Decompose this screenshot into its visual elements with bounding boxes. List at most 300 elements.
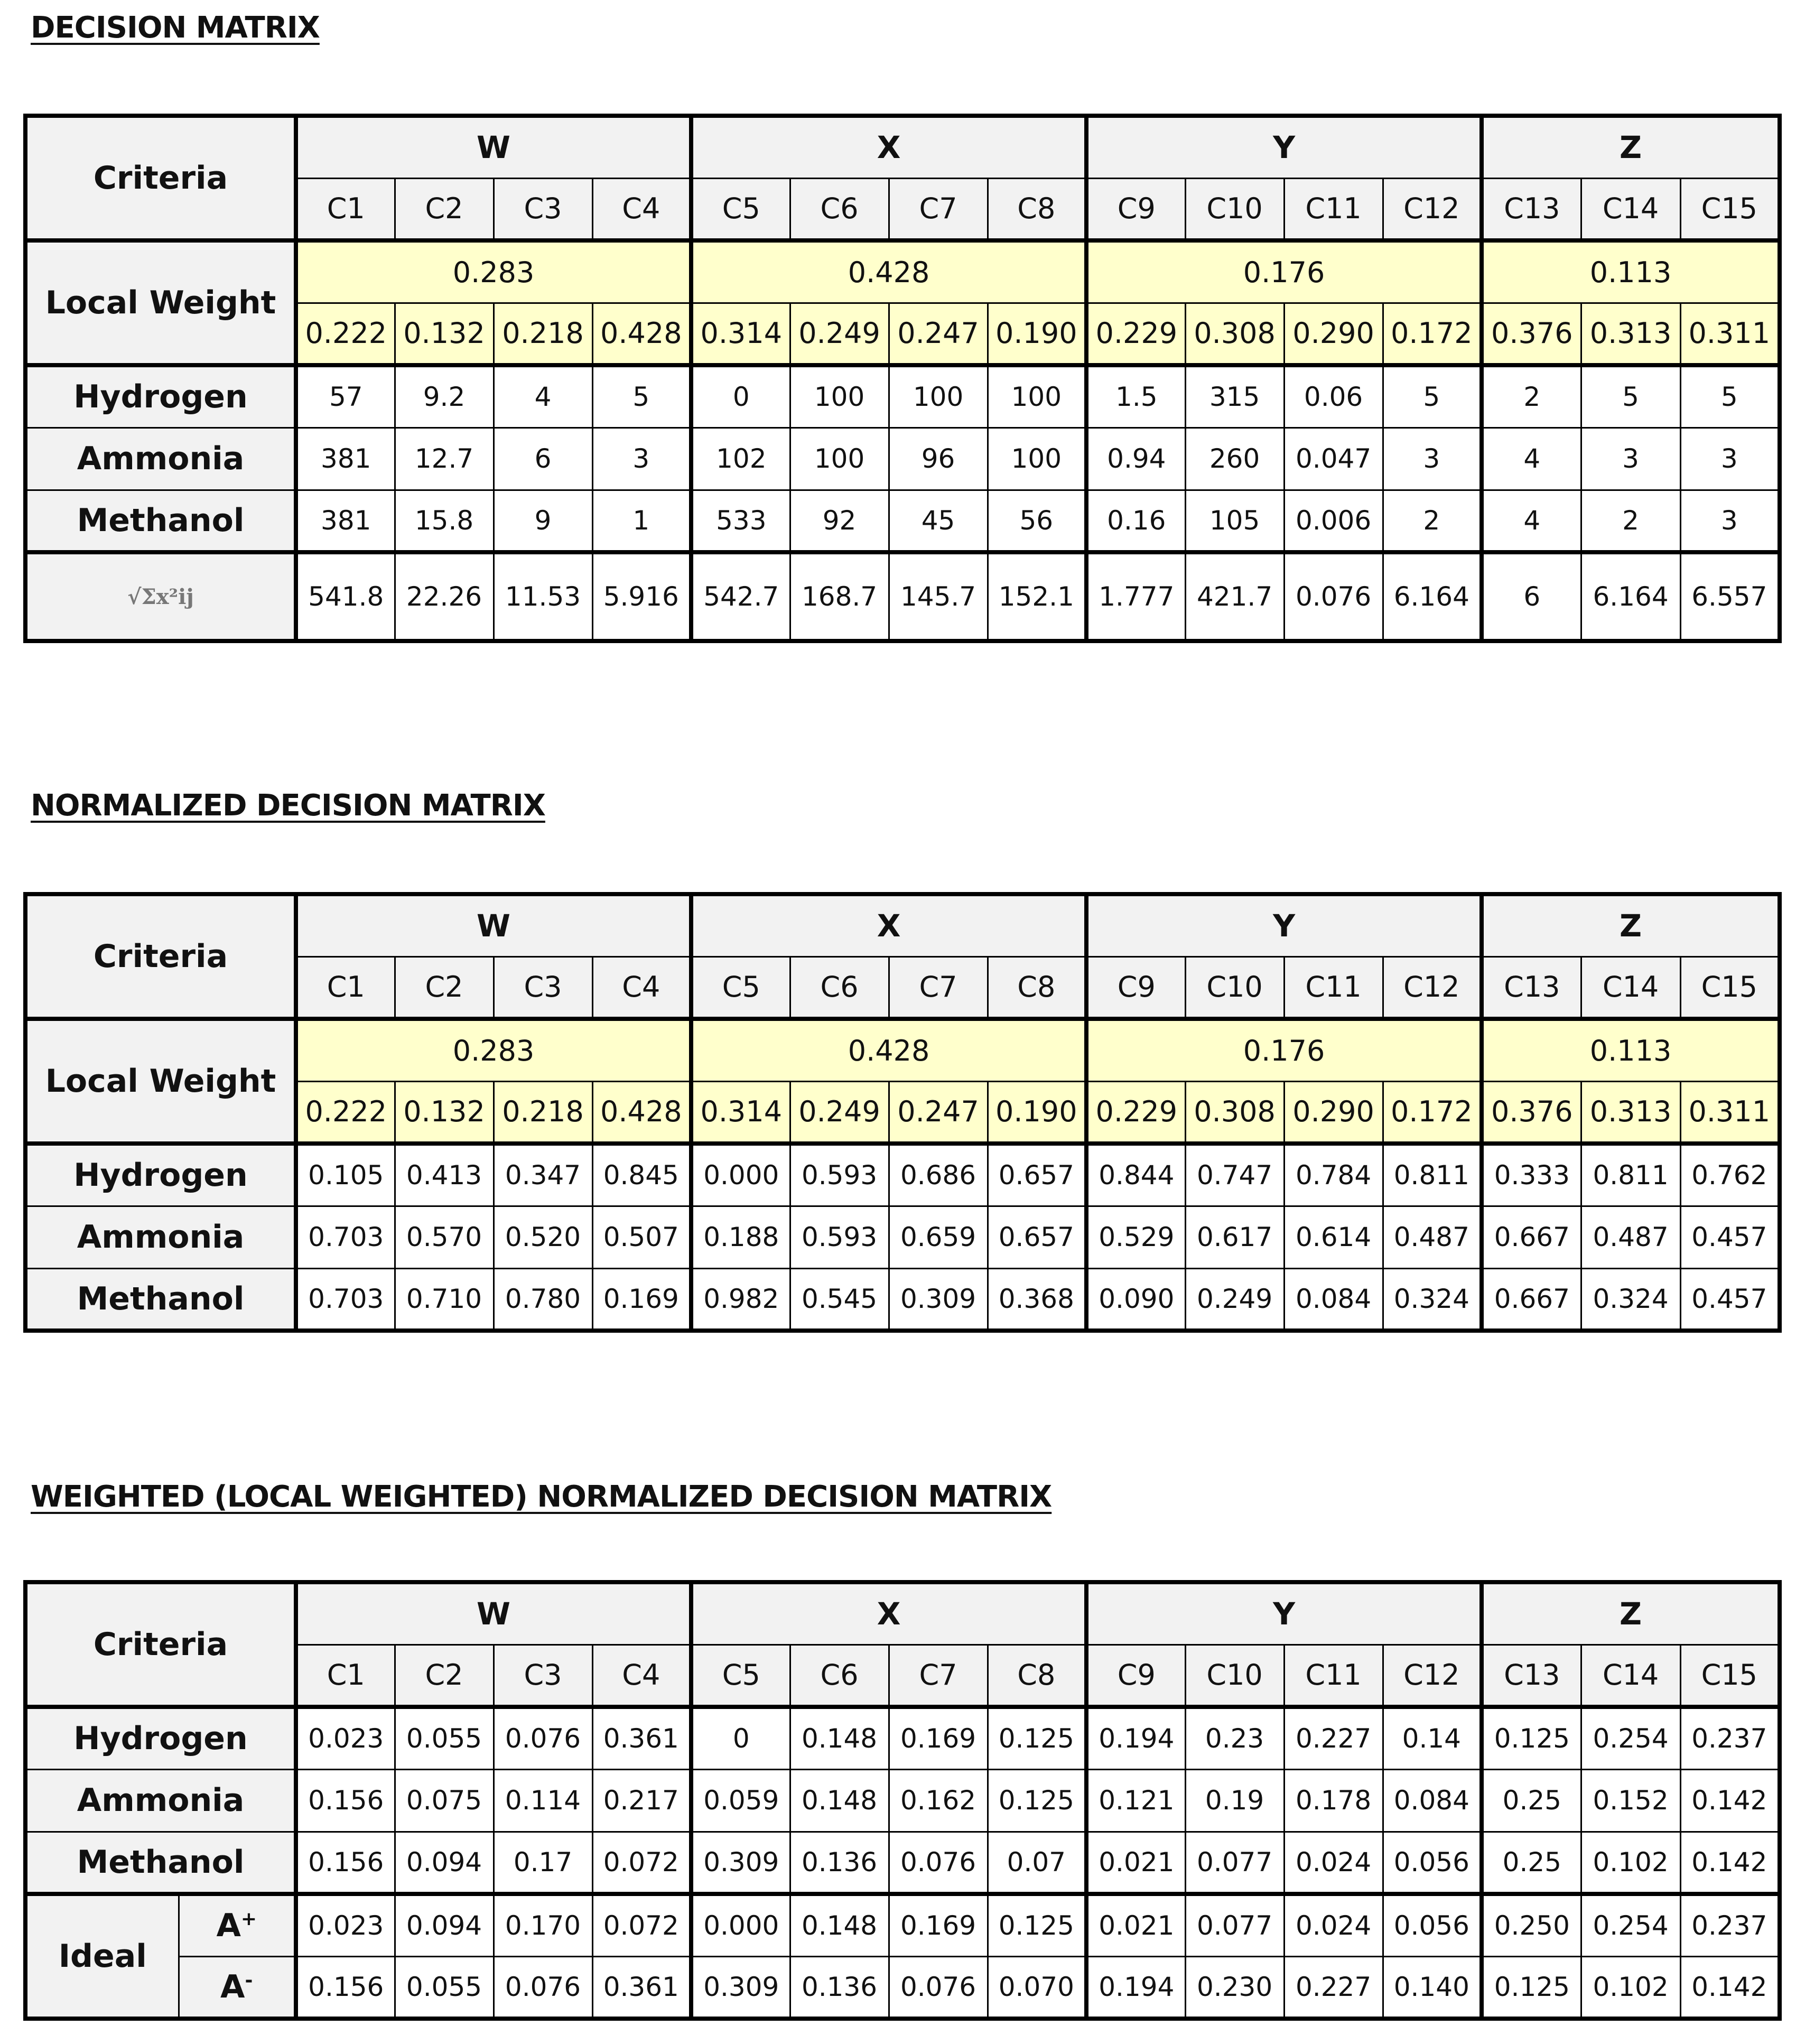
- dm-cell: 381: [296, 428, 395, 490]
- nm-local-weight-cell: 0.132: [395, 1081, 494, 1144]
- wm-ideal-negative-cell: 0.194: [1086, 1956, 1185, 2019]
- wm-group-x: X: [691, 1582, 1086, 1645]
- dm-local-weight-cell: 0.313: [1581, 303, 1680, 365]
- nm-cell: 0.529: [1086, 1206, 1185, 1268]
- wm-cell: 0.075: [395, 1769, 494, 1832]
- wm-ideal-negative-cell: 0.136: [790, 1956, 889, 2019]
- nm-local-weight-cell: 0.218: [494, 1081, 592, 1144]
- nm-cell: 0.324: [1581, 1268, 1680, 1331]
- dm-cell: 0.94: [1086, 428, 1185, 490]
- wm-ideal-negative-row: [25, 1956, 1780, 2019]
- wm-cell: 0.077: [1185, 1832, 1284, 1894]
- nm-cell: 0.844: [1086, 1144, 1185, 1206]
- nm-row-methanol: [25, 1268, 1780, 1331]
- dm-norm-cell: 6.164: [1383, 552, 1482, 641]
- nm-cell: 0.593: [790, 1206, 889, 1268]
- wm-group-y: Y: [1086, 1582, 1482, 1645]
- dm-criterion-c6: C6: [790, 178, 889, 240]
- wm-ideal-positive-cell: 0.237: [1680, 1894, 1780, 1956]
- wm-cell: 0.136: [790, 1832, 889, 1894]
- wm-cell: 0.25: [1482, 1769, 1581, 1832]
- dm-local-weight-cell: 0.222: [296, 303, 395, 365]
- wm-alternative-label: Hydrogen: [25, 1707, 296, 1769]
- nm-cell: 0.762: [1680, 1144, 1780, 1206]
- nm-criterion-c8: C8: [988, 956, 1086, 1019]
- dm-criterion-c8: C8: [988, 178, 1086, 240]
- nm-criterion-c1: C1: [296, 956, 395, 1019]
- nm-cell: 0.811: [1581, 1144, 1680, 1206]
- dm-row-hydrogen: [25, 365, 1780, 428]
- dm-norm-cell: 152.1: [988, 552, 1086, 641]
- wm-ideal-negative-cell: 0.156: [296, 1956, 395, 2019]
- wm-ideal-positive-cell: 0.077: [1185, 1894, 1284, 1956]
- wm-cell: 0.17: [494, 1832, 592, 1894]
- nm-local-weight-cell: 0.308: [1185, 1081, 1284, 1144]
- nm-cell: 0.570: [395, 1206, 494, 1268]
- nm-cell: 0.090: [1086, 1268, 1185, 1331]
- dm-cell: 12.7: [395, 428, 494, 490]
- wm-group-w: W: [296, 1582, 691, 1645]
- nm-row-ammonia: [25, 1206, 1780, 1268]
- nm-cell: 0.520: [494, 1206, 592, 1268]
- dm-criterion-c5: C5: [691, 178, 790, 240]
- nm-cell: 0.309: [889, 1268, 988, 1331]
- wm-criterion-c5: C5: [691, 1645, 790, 1707]
- dm-cell: 533: [691, 490, 790, 552]
- nm-criterion-c15: C15: [1680, 956, 1780, 1019]
- wm-row-methanol: [25, 1832, 1780, 1894]
- wm-ideal-positive-cell: 0.169: [889, 1894, 988, 1956]
- dm-cell: 5: [1581, 365, 1680, 428]
- dm-norm-cell: 11.53: [494, 552, 592, 641]
- nm-cell: 0.982: [691, 1268, 790, 1331]
- ideal-positive-label: [179, 1894, 296, 1956]
- dm-alternative-label: Ammonia: [25, 428, 296, 490]
- wm-criterion-c6: C6: [790, 1645, 889, 1707]
- normalized-matrix-table: [23, 892, 1782, 1333]
- weighted-matrix-table: [23, 1580, 1782, 2021]
- wm-cell: 0.125: [1482, 1707, 1581, 1769]
- nm-cell: 0.249: [1185, 1268, 1284, 1331]
- dm-cell: 100: [889, 365, 988, 428]
- dm-group-weight-row: [25, 240, 1780, 303]
- dm-cell: 1.5: [1086, 365, 1185, 428]
- wm-cell: 0.227: [1284, 1707, 1383, 1769]
- wm-cell: 0.055: [395, 1707, 494, 1769]
- dm-cell: 56: [988, 490, 1086, 552]
- nm-alternative-label: Ammonia: [25, 1206, 296, 1268]
- dm-group-z: Z: [1482, 116, 1780, 178]
- dm-norm-cell: 6: [1482, 552, 1581, 641]
- wm-ideal-negative-cell: 0.361: [592, 1956, 691, 2019]
- dm-cell: 315: [1185, 365, 1284, 428]
- nm-group-header-row: [25, 894, 1780, 956]
- wm-criterion-c12: C12: [1383, 1645, 1482, 1707]
- nm-cell: 0.657: [988, 1144, 1086, 1206]
- wm-cell: 0.142: [1680, 1832, 1780, 1894]
- dm-cell: 9: [494, 490, 592, 552]
- dm-local-weight-cell: 0.172: [1383, 303, 1482, 365]
- dm-local-weight-cell: 0.247: [889, 303, 988, 365]
- dm-local-weight-cell: 0.218: [494, 303, 592, 365]
- wm-criterion-c9: C9: [1086, 1645, 1185, 1707]
- dm-cell: 3: [1680, 490, 1780, 552]
- wm-ideal-positive-cell: 0.000: [691, 1894, 790, 1956]
- wm-criterion-c10: C10: [1185, 1645, 1284, 1707]
- nm-local-weight-cell: 0.190: [988, 1081, 1086, 1144]
- wm-ideal-negative-cell: 0.076: [889, 1956, 988, 2019]
- nm-group-weight-row: [25, 1019, 1780, 1081]
- nm-local-weight-cell: 0.229: [1086, 1081, 1185, 1144]
- wm-cell: 0.021: [1086, 1832, 1185, 1894]
- wm-cell: 0.361: [592, 1707, 691, 1769]
- nm-cell: 0.593: [790, 1144, 889, 1206]
- dm-group-weight: 0.283: [296, 240, 691, 303]
- wm-ideal-negative-cell: 0.142: [1680, 1956, 1780, 2019]
- wm-cell: 0.102: [1581, 1832, 1680, 1894]
- dm-local-weight-cell: 0.249: [790, 303, 889, 365]
- wm-ideal-positive-cell: 0.023: [296, 1894, 395, 1956]
- nm-cell: 0.413: [395, 1144, 494, 1206]
- wm-ideal-positive-cell: 0.056: [1383, 1894, 1482, 1956]
- wm-criterion-c8: C8: [988, 1645, 1086, 1707]
- dm-cell: 381: [296, 490, 395, 552]
- nm-group-x: X: [691, 894, 1086, 956]
- ideal-positive-sup: +: [240, 1908, 257, 1930]
- dm-group-weight: 0.113: [1482, 240, 1780, 303]
- wm-criterion-c2: C2: [395, 1645, 494, 1707]
- nm-local-weight-cell: 0.290: [1284, 1081, 1383, 1144]
- wm-ideal-negative-cell: 0.070: [988, 1956, 1086, 2019]
- wm-cell: 0.169: [889, 1707, 988, 1769]
- dm-cell: 0.006: [1284, 490, 1383, 552]
- nm-cell: 0.324: [1383, 1268, 1482, 1331]
- dm-norm-cell: 6.164: [1581, 552, 1680, 641]
- wm-cell: 0.148: [790, 1707, 889, 1769]
- nm-local-weight-cell: 0.222: [296, 1081, 395, 1144]
- wm-cell: 0.19: [1185, 1769, 1284, 1832]
- dm-group-w: W: [296, 116, 691, 178]
- nm-cell: 0.084: [1284, 1268, 1383, 1331]
- wm-cell: 0.194: [1086, 1707, 1185, 1769]
- nm-local-weight-cell: 0.249: [790, 1081, 889, 1144]
- nm-cell: 0.811: [1383, 1144, 1482, 1206]
- wm-cell: 0.217: [592, 1769, 691, 1832]
- wm-cell: 0: [691, 1707, 790, 1769]
- nm-cell: 0.710: [395, 1268, 494, 1331]
- dm-cell: 100: [790, 365, 889, 428]
- dm-cell: 57: [296, 365, 395, 428]
- dm-criterion-c15: C15: [1680, 178, 1780, 240]
- wm-cell: 0.076: [494, 1707, 592, 1769]
- dm-row-ammonia: [25, 428, 1780, 490]
- nm-cell: 0.545: [790, 1268, 889, 1331]
- wm-cell: 0.237: [1680, 1707, 1780, 1769]
- nm-local-weight-cell: 0.172: [1383, 1081, 1482, 1144]
- ideal-negative-letter: A: [220, 1968, 245, 2005]
- dm-criterion-c9: C9: [1086, 178, 1185, 240]
- nm-cell: 0.105: [296, 1144, 395, 1206]
- wm-alternative-label: Methanol: [25, 1832, 296, 1894]
- dm-alternative-label: Methanol: [25, 490, 296, 552]
- wm-ideal-positive-cell: 0.072: [592, 1894, 691, 1956]
- dm-cell: 15.8: [395, 490, 494, 552]
- dm-criterion-c7: C7: [889, 178, 988, 240]
- nm-group-weight: 0.428: [691, 1019, 1086, 1081]
- nm-criterion-c13: C13: [1482, 956, 1581, 1019]
- wm-criteria-label: Criteria: [25, 1582, 296, 1707]
- wm-cell: 0.162: [889, 1769, 988, 1832]
- dm-local-weight-cell: 0.428: [592, 303, 691, 365]
- wm-ideal-negative-cell: 0.055: [395, 1956, 494, 2019]
- dm-cell: 3: [1383, 428, 1482, 490]
- wm-cell: 0.142: [1680, 1769, 1780, 1832]
- nm-local-weight-cell: 0.376: [1482, 1081, 1581, 1144]
- dm-criterion-c2: C2: [395, 178, 494, 240]
- dm-local-weight-cell: 0.190: [988, 303, 1086, 365]
- nm-group-y: Y: [1086, 894, 1482, 956]
- dm-local-weight-cell: 0.308: [1185, 303, 1284, 365]
- wm-criterion-c1: C1: [296, 1645, 395, 1707]
- ideal-negative-label: [179, 1956, 296, 2019]
- nm-local-weight-label: Local Weight: [25, 1019, 296, 1144]
- dm-cell: 5: [1680, 365, 1780, 428]
- wm-ideal-positive-cell: 0.024: [1284, 1894, 1383, 1956]
- dm-norm-row: [25, 552, 1780, 641]
- dm-group-weight: 0.428: [691, 240, 1086, 303]
- dm-cell: 0: [691, 365, 790, 428]
- wm-cell: 0.121: [1086, 1769, 1185, 1832]
- dm-cell: 1: [592, 490, 691, 552]
- wm-ideal-negative-cell: 0.076: [494, 1956, 592, 2019]
- dm-cell: 2: [1383, 490, 1482, 552]
- dm-cell: 4: [1482, 428, 1581, 490]
- wm-ideal-negative-cell: 0.140: [1383, 1956, 1482, 2019]
- dm-cell: 100: [790, 428, 889, 490]
- nm-local-weight-cell: 0.247: [889, 1081, 988, 1144]
- nm-cell: 0.703: [296, 1268, 395, 1331]
- nm-cell: 0.614: [1284, 1206, 1383, 1268]
- dm-norm-cell: 542.7: [691, 552, 790, 641]
- dm-cell: 100: [988, 365, 1086, 428]
- dm-norm-cell: 541.8: [296, 552, 395, 641]
- sqrt-sum-formula: √Σx²ij: [25, 552, 296, 641]
- nm-cell: 0.188: [691, 1206, 790, 1268]
- dm-local-weight-cell: 0.311: [1680, 303, 1780, 365]
- wm-cell: 0.156: [296, 1832, 395, 1894]
- wm-criterion-c7: C7: [889, 1645, 988, 1707]
- nm-cell: 0.169: [592, 1268, 691, 1331]
- wm-ideal-positive-cell: 0.148: [790, 1894, 889, 1956]
- wm-cell: 0.094: [395, 1832, 494, 1894]
- ideal-label: Ideal: [25, 1894, 179, 2019]
- nm-criterion-c6: C6: [790, 956, 889, 1019]
- dm-local-weight-cell: 0.132: [395, 303, 494, 365]
- dm-criterion-c13: C13: [1482, 178, 1581, 240]
- dm-norm-cell: 0.076: [1284, 552, 1383, 641]
- nm-cell: 0.368: [988, 1268, 1086, 1331]
- nm-cell: 0.657: [988, 1206, 1086, 1268]
- wm-criterion-c3: C3: [494, 1645, 592, 1707]
- nm-cell: 0.780: [494, 1268, 592, 1331]
- dm-cell: 3: [1581, 428, 1680, 490]
- dm-cell: 6: [494, 428, 592, 490]
- dm-norm-cell: 168.7: [790, 552, 889, 641]
- dm-local-weight-cell: 0.314: [691, 303, 790, 365]
- wm-ideal-positive-cell: 0.170: [494, 1894, 592, 1956]
- wm-cell: 0.178: [1284, 1769, 1383, 1832]
- nm-criterion-c10: C10: [1185, 956, 1284, 1019]
- wm-criterion-c14: C14: [1581, 1645, 1680, 1707]
- nm-cell: 0.659: [889, 1206, 988, 1268]
- dm-cell: 4: [1482, 490, 1581, 552]
- dm-cell: 0.06: [1284, 365, 1383, 428]
- nm-local-weight-cell: 0.428: [592, 1081, 691, 1144]
- wm-ideal-negative-cell: 0.309: [691, 1956, 790, 2019]
- nm-criterion-c14: C14: [1581, 956, 1680, 1019]
- dm-group-header-row: [25, 116, 1780, 178]
- nm-cell: 0.703: [296, 1206, 395, 1268]
- ideal-negative-sup: -: [245, 1969, 253, 1991]
- dm-local-weight-cell: 0.229: [1086, 303, 1185, 365]
- wm-cell: 0.152: [1581, 1769, 1680, 1832]
- nm-cell: 0.457: [1680, 1268, 1780, 1331]
- wm-criterion-c11: C11: [1284, 1645, 1383, 1707]
- wm-group-z: Z: [1482, 1582, 1780, 1645]
- dm-cell: 4: [494, 365, 592, 428]
- normalized-matrix-title: NORMALIZED DECISION MATRIX: [31, 788, 545, 823]
- nm-cell: 0.667: [1482, 1206, 1581, 1268]
- wm-cell: 0.072: [592, 1832, 691, 1894]
- dm-criteria-label: Criteria: [25, 116, 296, 240]
- wm-ideal-positive-cell: 0.250: [1482, 1894, 1581, 1956]
- dm-cell: 96: [889, 428, 988, 490]
- nm-cell: 0.784: [1284, 1144, 1383, 1206]
- dm-local-weight-cell: 0.376: [1482, 303, 1581, 365]
- wm-cell: 0.084: [1383, 1769, 1482, 1832]
- wm-cell: 0.023: [296, 1707, 395, 1769]
- wm-cell: 0.07: [988, 1832, 1086, 1894]
- wm-ideal-positive-row: [25, 1894, 1780, 1956]
- nm-group-weight: 0.176: [1086, 1019, 1482, 1081]
- nm-group-w: W: [296, 894, 691, 956]
- dm-cell: 45: [889, 490, 988, 552]
- nm-cell: 0.347: [494, 1144, 592, 1206]
- nm-criterion-c7: C7: [889, 956, 988, 1019]
- nm-criterion-c11: C11: [1284, 956, 1383, 1019]
- wm-cell: 0.14: [1383, 1707, 1482, 1769]
- nm-criterion-c9: C9: [1086, 956, 1185, 1019]
- nm-criterion-c12: C12: [1383, 956, 1482, 1019]
- dm-cell: 3: [592, 428, 691, 490]
- decision-matrix-title: DECISION MATRIX: [31, 11, 320, 45]
- dm-local-weight-cell: 0.290: [1284, 303, 1383, 365]
- dm-alternative-label: Hydrogen: [25, 365, 296, 428]
- wm-cell: 0.056: [1383, 1832, 1482, 1894]
- dm-cell: 0.047: [1284, 428, 1383, 490]
- nm-criterion-c3: C3: [494, 956, 592, 1019]
- dm-norm-cell: 1.777: [1086, 552, 1185, 641]
- wm-cell: 0.148: [790, 1769, 889, 1832]
- nm-cell: 0.507: [592, 1206, 691, 1268]
- ideal-positive-letter: A: [216, 1907, 241, 1945]
- wm-cell: 0.254: [1581, 1707, 1680, 1769]
- wm-cell: 0.309: [691, 1832, 790, 1894]
- dm-criterion-c1: C1: [296, 178, 395, 240]
- wm-cell: 0.125: [988, 1707, 1086, 1769]
- nm-local-weight-cell: 0.313: [1581, 1081, 1680, 1144]
- nm-cell: 0.333: [1482, 1144, 1581, 1206]
- wm-cell: 0.076: [889, 1832, 988, 1894]
- wm-row-ammonia: [25, 1769, 1780, 1832]
- nm-cell: 0.457: [1680, 1206, 1780, 1268]
- dm-cell: 100: [988, 428, 1086, 490]
- dm-cell: 92: [790, 490, 889, 552]
- wm-criterion-c15: C15: [1680, 1645, 1780, 1707]
- nm-row-hydrogen: [25, 1144, 1780, 1206]
- dm-cell: 9.2: [395, 365, 494, 428]
- dm-criterion-c12: C12: [1383, 178, 1482, 240]
- dm-norm-cell: 6.557: [1680, 552, 1780, 641]
- wm-cell: 0.156: [296, 1769, 395, 1832]
- wm-ideal-negative-cell: 0.230: [1185, 1956, 1284, 2019]
- dm-criterion-c3: C3: [494, 178, 592, 240]
- wm-ideal-positive-cell: 0.094: [395, 1894, 494, 1956]
- dm-criterion-c14: C14: [1581, 178, 1680, 240]
- dm-norm-cell: 421.7: [1185, 552, 1284, 641]
- dm-cell: 2: [1482, 365, 1581, 428]
- dm-cell: 5: [592, 365, 691, 428]
- nm-group-weight: 0.283: [296, 1019, 691, 1081]
- nm-cell: 0.667: [1482, 1268, 1581, 1331]
- dm-group-weight: 0.176: [1086, 240, 1482, 303]
- wm-cell: 0.024: [1284, 1832, 1383, 1894]
- wm-cell: 0.059: [691, 1769, 790, 1832]
- nm-criteria-label: Criteria: [25, 894, 296, 1019]
- dm-norm-cell: 145.7: [889, 552, 988, 641]
- wm-criterion-c13: C13: [1482, 1645, 1581, 1707]
- nm-cell: 0.487: [1581, 1206, 1680, 1268]
- nm-criterion-c5: C5: [691, 956, 790, 1019]
- dm-norm-cell: 5.916: [592, 552, 691, 641]
- wm-ideal-positive-cell: 0.021: [1086, 1894, 1185, 1956]
- dm-group-x: X: [691, 116, 1086, 178]
- wm-ideal-negative-cell: 0.227: [1284, 1956, 1383, 2019]
- nm-criterion-c2: C2: [395, 956, 494, 1019]
- wm-ideal-negative-cell: 0.125: [1482, 1956, 1581, 2019]
- wm-cell: 0.125: [988, 1769, 1086, 1832]
- nm-local-weight-cell: 0.314: [691, 1081, 790, 1144]
- nm-cell: 0.686: [889, 1144, 988, 1206]
- nm-cell: 0.747: [1185, 1144, 1284, 1206]
- wm-cell: 0.114: [494, 1769, 592, 1832]
- dm-cell: 5: [1383, 365, 1482, 428]
- weighted-matrix-title: WEIGHTED (LOCAL WEIGHTED) NORMALIZED DECISION MATRIX: [31, 1480, 1052, 1514]
- decision-matrix-table: [23, 114, 1782, 643]
- wm-row-hydrogen: [25, 1707, 1780, 1769]
- dm-row-methanol: [25, 490, 1780, 552]
- wm-criterion-c4: C4: [592, 1645, 691, 1707]
- dm-cell: 105: [1185, 490, 1284, 552]
- nm-cell: 0.487: [1383, 1206, 1482, 1268]
- wm-ideal-positive-cell: 0.254: [1581, 1894, 1680, 1956]
- dm-group-y: Y: [1086, 116, 1482, 178]
- wm-alternative-label: Ammonia: [25, 1769, 296, 1832]
- nm-local-weight-cell: 0.311: [1680, 1081, 1780, 1144]
- nm-alternative-label: Hydrogen: [25, 1144, 296, 1206]
- dm-local-weight-label: Local Weight: [25, 240, 296, 365]
- nm-group-z: Z: [1482, 894, 1780, 956]
